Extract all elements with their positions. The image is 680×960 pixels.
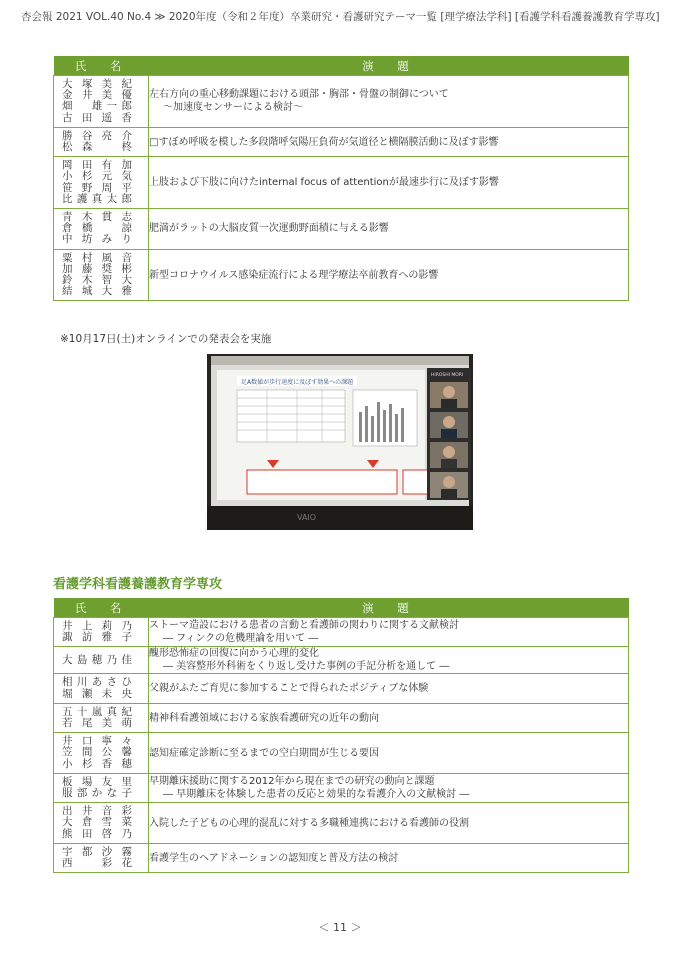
names-cell [54,843,149,872]
table-row [54,127,629,156]
col-header-theme: 演 題 [149,56,629,76]
student-name: 古 田 遥 香 [62,111,132,124]
theme-subtitle: 〜加速度センサーによる検討〜 [163,102,303,114]
theme-cell [149,803,629,844]
theme-cell [149,209,629,250]
theme-title: □すぼめ呼吸を模した多段階呼気陽圧負荷が気道径と横隔膜活動に及ぼす影響 [149,136,499,148]
col-header-names: 氏 名 [54,598,149,618]
theme-title: 新型コロナウイルス感染症流行による理学療法卒前教育への影響 [149,269,439,281]
theme-cell [149,773,629,802]
names-cell [54,647,149,674]
theme-cell [149,157,629,209]
table-row [54,249,629,301]
laptop-logo: VAIO [297,513,317,522]
names-cell [54,773,149,802]
student-name: 中 坊 み り [62,233,132,246]
student-name: 笠 間 公 馨 [62,746,132,759]
theme-subtitle: ― 美容整形外科術をくり返し受けた事例の手記分析を通して ― [163,661,450,673]
theme-cell [149,733,629,774]
section-title: 看護学科看護養護教育学専攻 [53,577,223,592]
table-row [54,703,629,732]
student-name: 加 藤 奨 彬 [62,262,132,275]
brand-label: HIROSHI MORI [431,373,464,378]
theme-cell [149,843,629,872]
names-cell [54,127,149,156]
names-cell [54,157,149,209]
student-name: 畑 雄 一 郎 [62,100,132,113]
student-name: 倉 橋 諒 [62,222,132,235]
col-header-names: 氏 名 [54,56,149,76]
student-name: 熊 田 啓 乃 [62,827,132,840]
table-row [54,843,629,872]
names-cell [54,76,149,128]
theme-cell [149,647,629,674]
theme-cell [149,674,629,703]
presentation-note: ※10月17日(土)オンラインでの発表会を実施 [60,333,272,345]
participant-tile-2 [430,412,468,438]
student-name: 小 杉 元 気 [62,170,132,183]
names-cell [54,249,149,301]
theme-title: 上肢および下肢に向けたinternal focus of attentionが最速歩行に及ぼす影響 [149,177,499,189]
page-header: 杏会報 2021 VOL.40 No.4 ≫ 2020年度（令和２年度）卒業研究・看護研究テーマ一覧 [理学療法学科] [看護学科看護養護教育学専攻] [21,11,660,23]
student-name: 岡 田 有 加 [62,159,132,172]
page-number: ＜ 11 ＞ [318,921,362,934]
participant-tile-4 [430,472,468,498]
theme-cell [149,618,629,647]
student-name: 鈴 木 智 大 [62,274,132,287]
student-name: 堀 瀬 未 央 [62,687,132,700]
student-name: 大 塚 美 紀 [62,78,132,90]
student-name: 宇 都 沙 霧 [62,845,132,858]
names-cell [54,618,149,647]
theme-cell [149,249,629,301]
col-header-theme: 演 題 [149,598,629,618]
table-row [54,773,629,802]
table-row [54,157,629,209]
student-name: 結 城 大 雅 [62,285,132,298]
theme-title: 肥満がラットの大脳皮質一次運動野面積に与える影響 [149,223,389,235]
student-name: 粟 村 風 音 [62,251,132,264]
theme-title: 認知症確定診断に至るまでの空白期間が生じる要因 [149,747,379,759]
participant-tile-1 [430,382,468,408]
student-name: 青 木 貫 志 [62,211,132,224]
student-name: 小 杉 香 穂 [62,757,132,770]
names-cell [54,803,149,844]
names-cell [54,209,149,250]
student-name: 板 場 友 里 [62,775,132,788]
theme-title: 入院した子どもの心理的混乱に対する多職種連携における看護師の役割 [149,817,469,829]
theme-title: 看護学生のヘアドネーションの認知度と普及方法の検討 [149,852,399,864]
student-name: 若 尾 美 萌 [62,717,132,730]
student-name: 西 彩 花 [62,857,132,870]
student-name: 金 井 美 優 [62,89,132,102]
slide-title: 足A数値が歩行速度に及ぼす効果への課題 [241,379,354,386]
table-row [54,209,629,250]
student-name: 笹 野 周 平 [62,181,132,194]
theme-cell [149,127,629,156]
table-row [54,674,629,703]
student-name: 諏 訪 雅 子 [62,631,132,644]
participant-tile-3 [430,442,468,468]
table-row [54,618,629,647]
student-name: 松 森 柊 [62,141,132,154]
online-presentation-photo [207,354,473,530]
student-name: 大 倉 雪 菜 [62,816,132,829]
table-nursing-theses [53,598,629,873]
theme-cell [149,76,629,128]
table-row [54,803,629,844]
student-name: 井 上 莉 乃 [62,620,132,632]
table-row [54,76,629,128]
theme-title: 左右方向の重心移動課題における頭部・胸部・骨盤の制御について [149,89,449,101]
table-pt-theses [53,56,629,301]
names-cell [54,674,149,703]
theme-title: 精神科看護領域における家族看護研究の近年の動向 [149,712,379,724]
names-cell [54,733,149,774]
table-row [54,733,629,774]
theme-title: ストーマ造設における患者の言動と看護師の関わりに関する文献検討 [149,620,459,632]
names-cell [54,703,149,732]
theme-subtitle: ― フィンクの危機理論を用いて ― [163,633,319,645]
theme-cell [149,703,629,732]
student-name: 比 護 真 太 郎 [62,192,132,205]
theme-title: 醜形恐怖症の回復に向かう心理的変化 [149,648,319,660]
theme-title: 早期離床援助に関する2012年から現在までの研究の動向と課題 [149,776,435,788]
student-name: 五 十 嵐 真 紀 [62,705,132,718]
student-name: 井 口 寧 々 [62,735,132,748]
student-name: 大 島 穂 乃 佳 [62,653,132,666]
student-name: 勝 谷 亮 介 [62,129,132,142]
student-name: 相 川 あ さ ひ [62,676,132,689]
student-name: 服 部 か な 子 [62,787,132,800]
theme-title: 父親がふたご育児に参加することで得られたポジティブな体験 [149,683,429,695]
student-name: 出 井 音 彩 [62,805,132,818]
table-row [54,647,629,674]
photo-illustration [207,354,473,530]
theme-subtitle: ― 早期離床を体験した患者の反応と効果的な看護介入の文献検討 ― [163,789,470,801]
